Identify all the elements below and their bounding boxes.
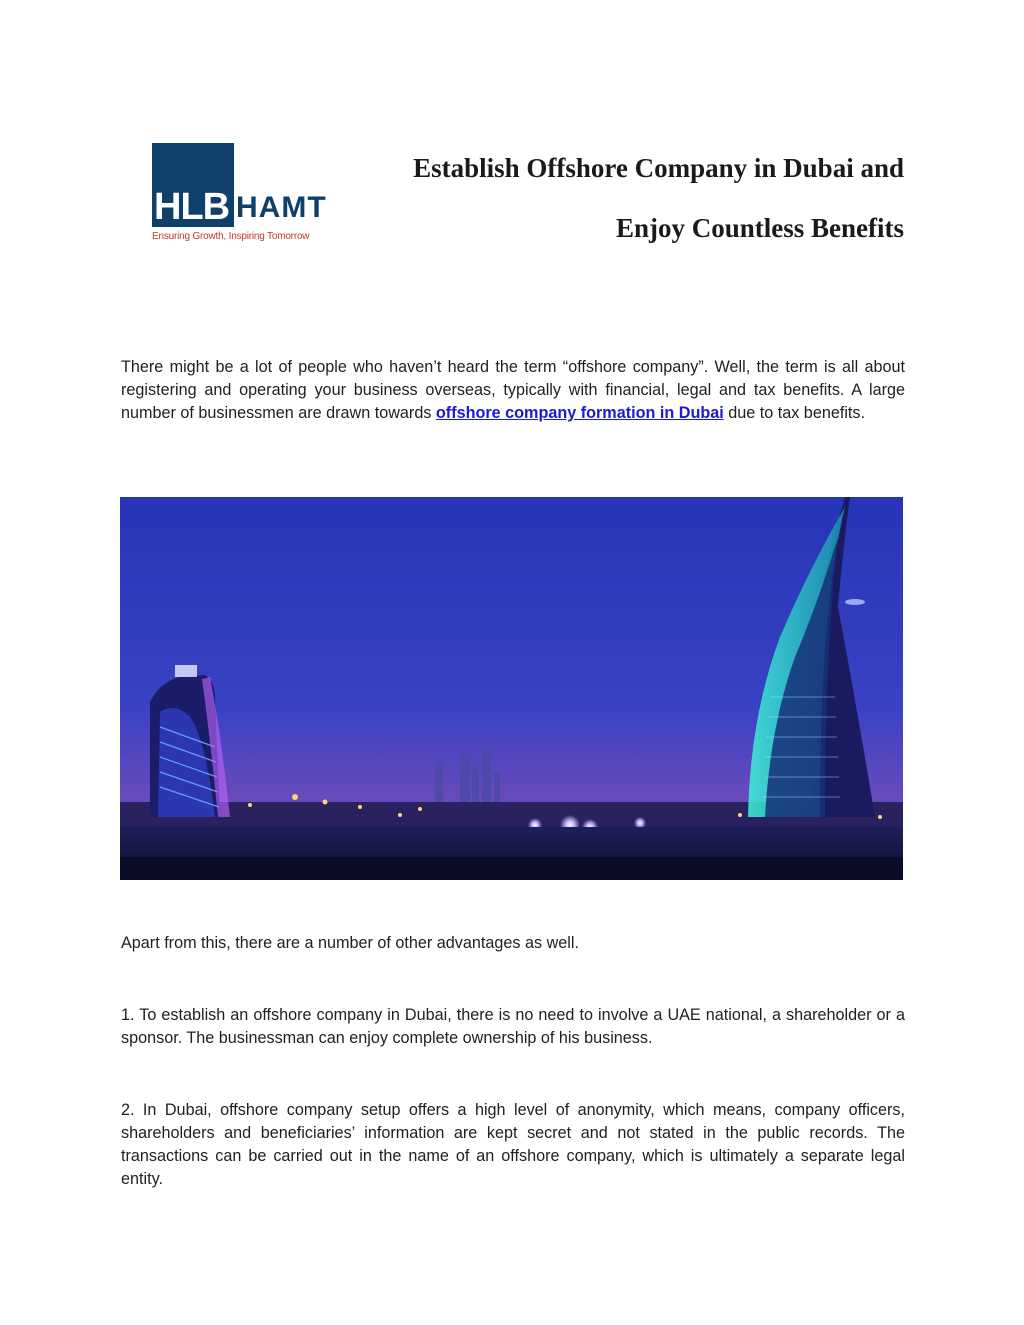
intro-text-before: There might be a lot of people who haven’t heard the term “offshore company”. Well, the term is all about registering and operating your business overseas, typically with financial, legal and tax benefits. A large number of businessmen are drawn towards [121, 358, 905, 422]
intro-text-after: due to tax benefits. [723, 404, 866, 422]
advantage-point-1: 1. To establish an offshore company in Dubai, there is no need to involve a UAE national, a shareholder or a sponsor. The businessman can enjoy complete ownership of his business. [121, 1006, 905, 1047]
logo-mark-left: HLB [154, 186, 230, 228]
page-title [340, 138, 904, 258]
company-logo [152, 143, 334, 245]
logo-mark-right: HAMT [236, 191, 327, 224]
intro-paragraph [121, 356, 905, 425]
title-line-2: Enjoy Countless Benefits [615, 213, 904, 243]
advantage-point-2: 2. In Dubai, offshore company setup offers a high level of anonymity, which means, company officers, shareholders and beneficiaries’ information are kept secret and not stated in the public records. The transactions can be carried out in the name of an offshore company, which is ultimately a separate legal entity. [121, 1101, 905, 1188]
logo-tagline: Ensuring Growth, Inspiring Tomorrow [152, 231, 310, 242]
advantages-intro: Apart from this, there are a number of other advantages as well. [121, 934, 579, 952]
dubai-skyline-photo [120, 497, 903, 880]
title-line-1: Establish Offshore Company in Dubai and [413, 153, 904, 183]
offshore-formation-link[interactable]: offshore company formation in Dubai [435, 404, 724, 422]
logo-mark-box [152, 143, 234, 227]
